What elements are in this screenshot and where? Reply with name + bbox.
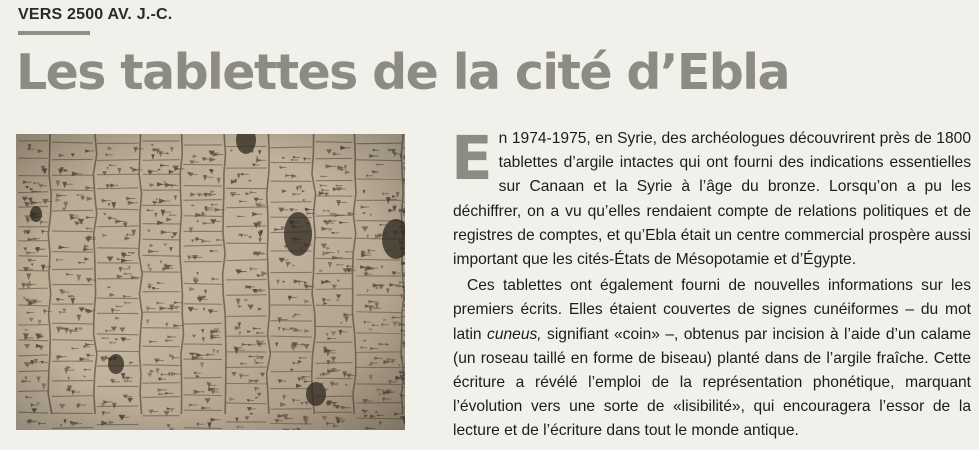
- cuneiform-tablet-image: [16, 134, 405, 430]
- tablet-vignette: [16, 134, 405, 430]
- date-underline: [18, 31, 90, 35]
- article-paragraph-2: [453, 274, 971, 443]
- article-paragraph-1: [451, 123, 971, 272]
- tablet-photo: [16, 134, 405, 430]
- paragraph-2-text-a: Ces tablettes ont également fourni de nouvelles informations sur les premiers écrits. Elles étaient couvertes de signes cunéiformes – du mot latin: [453, 277, 971, 343]
- paragraph-1-text: n 1974-1975, en Syrie, des archéologues découvrirent près de 1800 tablettes d’argile intactes qui ont fourni des indications essentielles sur Canaan et la Syrie à l’âge du bronze. Lorsqu’on a pu les déchiffrer, on a vu qu’elles rendaient compte de relations politiques et de registres de comptes, et qu’Ebla était un centre commercial prospère aussi important que les cités-États de Mésopotamie et d’Égypte.: [453, 130, 971, 269]
- latin-word: cuneus,: [487, 325, 542, 343]
- article-body: [451, 123, 971, 444]
- paragraph-2-text-b: signifiant «coin» –, obtenus par incision à l’aide d’un calame (un roseau taillé en forme de biseau) planté dans de l’argile fraîche. Cette écriture a révélé l’emploi de la représentation phonétique, marquant l’évolution vers une sorte de «lisibilité», qui encouragera l’essor de la lecture et de l’écriture dans tout le monde antique.: [453, 325, 971, 440]
- date-label: VERS 2500 AV. J.-C.: [18, 6, 173, 23]
- page-title: Les tablettes de la cité d’Ebla: [16, 44, 789, 101]
- drop-cap: E: [451, 123, 493, 194]
